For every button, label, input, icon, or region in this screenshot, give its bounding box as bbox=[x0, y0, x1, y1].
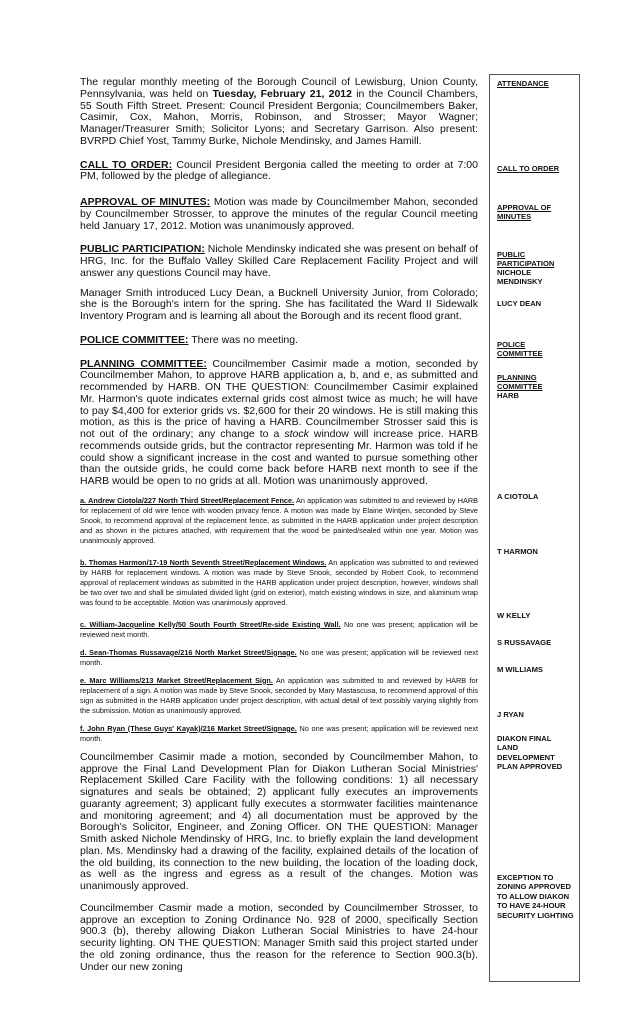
text: Councilmember Casimir made a motion, seconded by Councilmember Mahon, to approve HARB application a, b, and e, as submitted and recommended by HARB. ON THE QUESTION: Councilmember Casimir explained Mr. Harmon's quote indicates external grids cost almost twice as much; he will have to pay $4,400 for exterior grids vs. $2,600 for their 20 windows. He is still making this motion, as this is the price of having a HARB. Councilmember Strosser said this is not out of the ordinary; any change to a bbox=[80, 357, 478, 440]
margin-note: J RYAN bbox=[497, 710, 524, 719]
text: The regular monthly meeting of the Borough Council of Lewisburg, Union County, Pennsylvania, was held on bbox=[80, 76, 478, 100]
margin-note: PARTICIPATION bbox=[497, 259, 555, 268]
item-heading: f. John Ryan (These Guys' Kayak)/216 Market Street/Signage. bbox=[80, 723, 297, 733]
margin-note: NICHOLE MENDINSKY bbox=[497, 268, 543, 287]
harb-item bbox=[80, 676, 478, 716]
text: No one was present; application will be reviewed next month. bbox=[80, 619, 478, 639]
call-to-order-paragraph bbox=[80, 160, 478, 184]
margin-note: HARB bbox=[497, 391, 519, 400]
section-heading: POLICE COMMITTEE: bbox=[80, 333, 189, 346]
item-heading: b. Thomas Harmon/17-19 North Seventh Street/Replacement Windows. bbox=[80, 557, 327, 567]
margin-note: LUCY DEAN bbox=[497, 299, 542, 308]
section-heading: PLANNING COMMITTEE: bbox=[80, 357, 207, 370]
margin-note: PUBLIC bbox=[497, 250, 526, 259]
margin-note: W KELLY bbox=[497, 611, 531, 620]
approval-paragraph bbox=[80, 197, 478, 232]
text: No one was present; application will be reviewed next month. bbox=[80, 647, 478, 667]
diakon-paragraph: Councilmember Casimir made a motion, seconded by Councilmember Mahon, to approve the Final Land Development Plan for Diakon Lutheran Social Ministries' Replacement Skilled Care Facility with the following conditions: 1) all necessary signatures and seals be obtained; 2) applicant fully executes an improvements guaranty agreement; 3) applicant fully executes a stormwater facilities maintenance and monitoring agreement; and 4) all documentation must be approved by the Borough's Solicitor, Engineer, and Zoning Officer. ON THE QUESTION: Manager Smith asked Nichole Mendinsky of HRG, Inc. to briefly explain the land development plan. Ms. Mendinsky had a drawing of the facility, explained details of the location of the old building, its connection to the new building, the location of the loading dock, as well as the ingress and egress as a result of the changes. Motion was unanimously approved. bbox=[80, 750, 478, 892]
margin-note: APPROVAL OF bbox=[497, 203, 552, 212]
harb-item bbox=[80, 558, 478, 608]
text: window will increase price. HARB recommends outside grids, but the contractor representing Mr. Harmon was told if he could show a significant increase in the cost and wanted to pursue something other than the outside grids, he could come back before HARB next month to see if the HARB would be open to no grids at all. Motion was unanimously approved. bbox=[80, 428, 478, 487]
text: No one was present; application will be reviewed next month. bbox=[80, 723, 478, 743]
margin-note: CALL TO ORDER bbox=[497, 164, 560, 173]
attendance-paragraph bbox=[80, 77, 478, 148]
margin-note: ATTENDANCE bbox=[497, 79, 549, 88]
margin-note: S RUSSAVAGE bbox=[497, 638, 552, 647]
text: Motion was made by Councilmember Mahon, seconded by Councilmember Strosser, to approve the minutes of the regular Council meeting held January 17, 2012. Motion was unanimously approved. bbox=[80, 196, 478, 232]
margin-note: T HARMON bbox=[497, 547, 538, 556]
meeting-date: Tuesday, February 21, 2012 bbox=[212, 87, 352, 100]
lucy-dean-paragraph: Manager Smith introduced Lucy Dean, a Bucknell University Junior, from Colorado; she is the Borough's intern for the spring. She has facilitated the Ward II Sidewalk Inventory Program and is learning all about the Borough and its recent flood grant. bbox=[80, 286, 478, 322]
margin-note: POLICE bbox=[497, 340, 526, 349]
item-heading: d. Sean-Thomas Russavage/216 North Market Street/Signage. bbox=[80, 647, 297, 657]
text: An application was submitted to and reviewed by HARB for replacement windows. A motion was made by Steve Snook, seconded by Robert Cook, to recommend approval of replacement windows as submitted in the HARB application under project description, however, windows shall be two over two and shall be simulated divided light (grid on exterior), match existing windows in size, and aluminum wrap was found to be acceptable. Motion was unanimously approved. bbox=[80, 557, 478, 607]
text: in the Council Chambers, 55 South Fifth Street. Present: Council President Bergonia; Councilmembers Baker, Casimir, Cox, Mahon, Morris, Robinson, and Strosser; Mayor Wagner; Manager/Treasurer Smith; Solicitor Lyons; and Secretary Garrison. Also present: BVRPD Chief Yost, Tammy Burke, Nichole Mendinsky, and James Hamill. bbox=[80, 87, 479, 147]
planning-paragraph bbox=[80, 359, 478, 488]
harb-item bbox=[80, 724, 478, 744]
harb-item bbox=[80, 648, 478, 668]
margin-note: COMMITTEE bbox=[497, 382, 543, 391]
emphasis: stock bbox=[284, 428, 309, 440]
text: Council President Bergonia called the meeting to order at 7:00 PM, followed by the pledge of allegiance. bbox=[80, 158, 478, 183]
margin-note: DIAKON FINAL LAND DEVELOPMENT PLAN APPROVED bbox=[497, 734, 563, 772]
item-heading: a. Andrew Ciotola/227 North Third Street/Replacement Fence. bbox=[80, 495, 295, 505]
police-paragraph bbox=[80, 335, 478, 347]
margin-note: COMMITTEE bbox=[497, 349, 543, 358]
zoning-exception-paragraph: Councilmember Casmir made a motion, seconded by Councilmember Strosser, to approve an exception to Zoning Ordinance No. 928 of 2000, specifically Section 900.3 (b), thereby allowing Diakon Lutheran Social Ministries to have 24-hour security lighting. ON THE QUESTION: Manager Smith said this project started under the old zoning ordinance, thus the reason for the reference to Section 900.3(b). Under our new zoning bbox=[80, 901, 478, 973]
text: An application was submitted to and reviewed by HARB for replacement of old wire fence with wooden privacy fence. A motion was made by Elaine Wintjen, seconded by Steve Snook, to recommend approval of the replacement fence, as submitted in the HARB application under project description and as shown in the pictures attached, with requirement that the wood be painted/sealed within one year. Motion was unanimously approved. bbox=[80, 495, 478, 545]
harb-item bbox=[80, 496, 478, 546]
text: There was no meeting. bbox=[188, 333, 299, 346]
public-participation-paragraph bbox=[80, 244, 478, 279]
section-heading: PUBLIC PARTICIPATION: bbox=[80, 243, 205, 256]
harb-item bbox=[80, 620, 478, 640]
minutes-body bbox=[80, 77, 478, 973]
margin-note: M WILLIAMS bbox=[497, 665, 543, 674]
section-heading: APPROVAL OF MINUTES: bbox=[80, 196, 211, 208]
text: Nichole Mendinsky indicated she was present on behalf of HRG, Inc. for the Buffalo Valley Skilled Care Replacement Facility Project and will answer any questions Council may have. bbox=[80, 243, 478, 279]
section-heading: CALL TO ORDER: bbox=[80, 158, 173, 171]
item-heading: e. Marc Williams/213 Market Street/Replacement Sign. bbox=[80, 675, 273, 685]
text: An application was submitted to and reviewed by HARB for replacement of a sign. A motion was made by Steve Snook, seconded by Mary Mastascusa, to recommend approval of this sign as submitted in the HARB application under project description, with actual detail of text possibly varying slightly from the submission. Motion as unanimously approved. bbox=[80, 675, 478, 715]
margin-note: MINUTES bbox=[497, 212, 532, 221]
margin-note: EXCEPTION TO ZONING APPROVED TO ALLOW DIAKON TO HAVE 24-HOUR SECURITY LIGHTING bbox=[497, 873, 574, 920]
margin-note: A CIOTOLA bbox=[497, 492, 539, 501]
margin-note: PLANNING bbox=[497, 373, 537, 382]
item-heading: c. William-Jacqueline Kelly/50 South Fourth Street/Re-side Existing Wall. bbox=[80, 619, 341, 629]
